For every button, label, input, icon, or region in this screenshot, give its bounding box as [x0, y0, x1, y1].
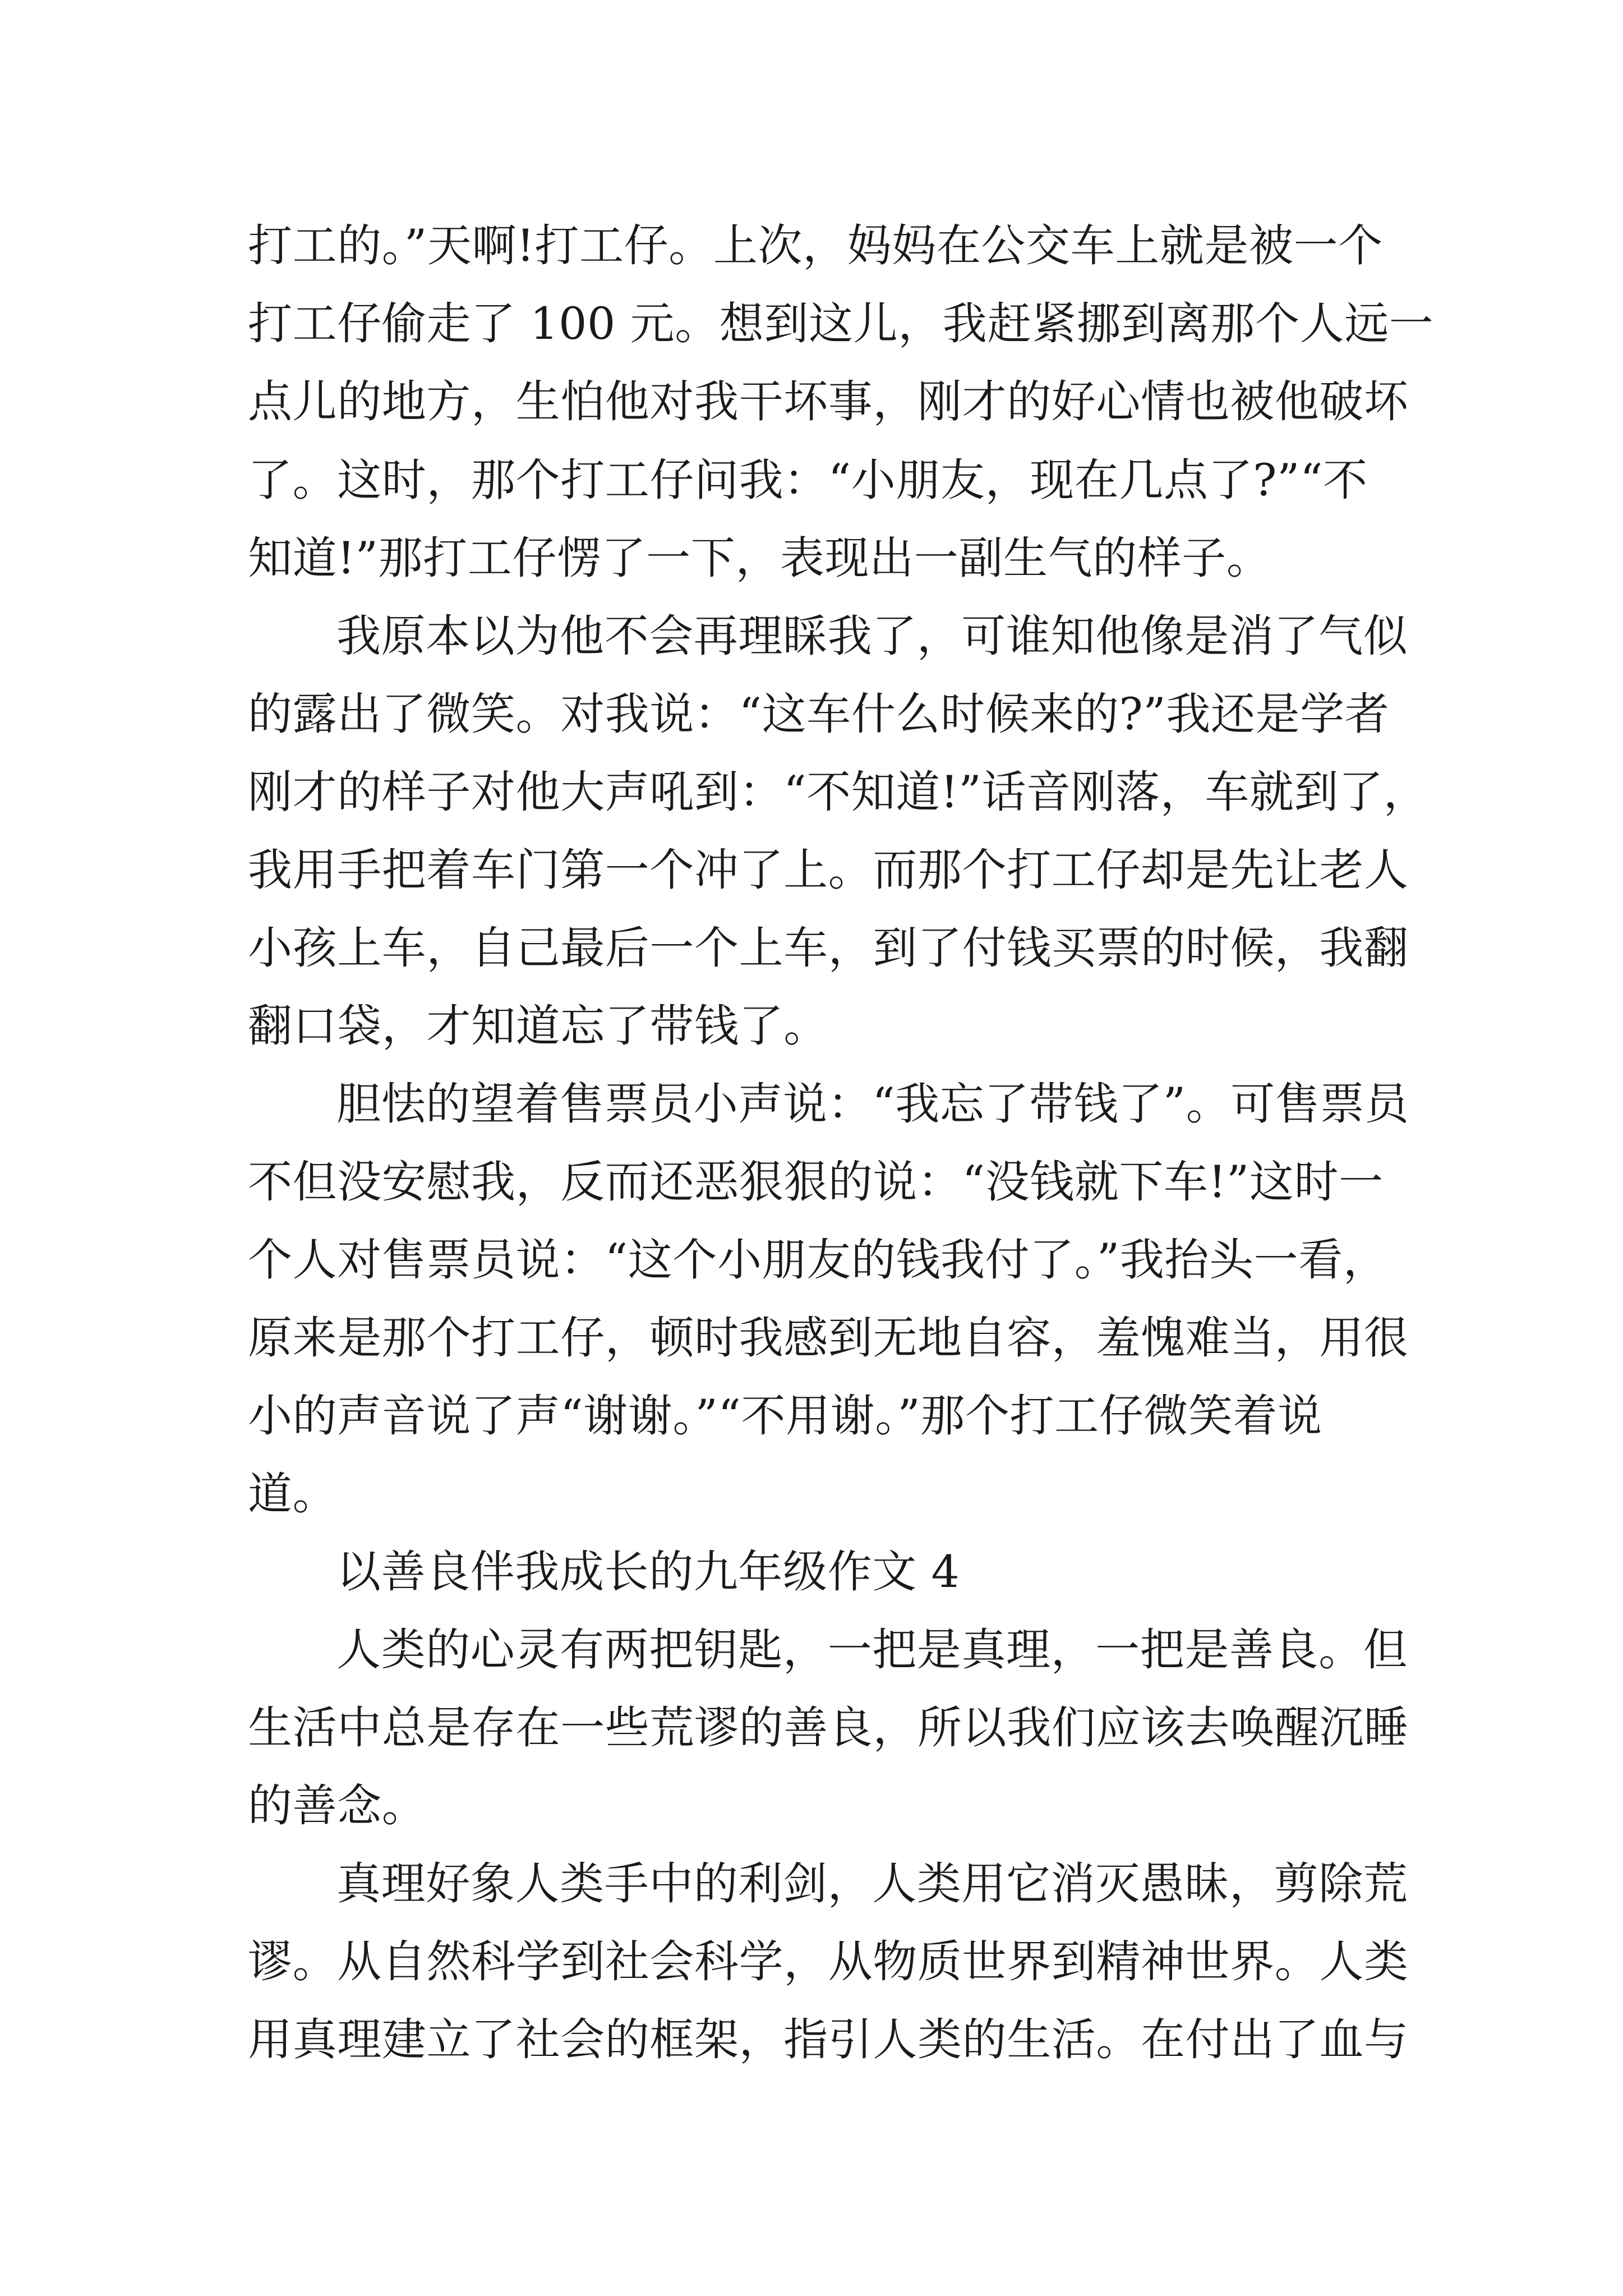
text-line: 谬。从自然科学到社会科学，从物质世界到精神世界。人类: [248, 1936, 1409, 1987]
text-line: 用真理建立了社会的框架，指引人类的生活。在付出了血与: [248, 2014, 1409, 2065]
text-line: 小的声音说了声“谢谢。”“不用谢。”那个打工仔微笑着说: [248, 1390, 1322, 1442]
section-heading: 以善良伴我成长的九年级作文 4: [336, 1546, 960, 1598]
text-line: 我用手把着车门第一个冲了上。而那个打工仔却是先让老人: [248, 844, 1409, 896]
paragraph-first-line: 我原本以为他不会再理睬我了，可谁知他像是消了气似: [336, 610, 1408, 662]
text-line: 小孩上车，自己最后一个上车，到了付钱买票的时候，我翻: [248, 922, 1409, 974]
text-line: 道。: [248, 1468, 338, 1520]
text-line: 翻口袋，才知道忘了带钱了。: [248, 1000, 828, 1052]
text-line: 刚才的样子对他大声吼到：“不知道!”话音刚落，车就到了，: [248, 766, 1428, 818]
text-line: 不但没安慰我，反而还恶狠狠的说：“没钱就下车!”这时一: [248, 1156, 1384, 1208]
text-line: 的露出了微笑。对我说：“这车什么时候来的?”我还是学者: [248, 688, 1390, 740]
text-line: 打工仔偷走了 100 元。想到这儿，我赶紧挪到离那个人远一: [248, 298, 1434, 349]
text-line: 打工的。”天啊!打工仔。上次，妈妈在公交车上就是被一个: [248, 220, 1383, 272]
paragraph-first-line: 真理好象人类手中的利剑，人类用它消灭愚昧，剪除荒: [336, 1858, 1408, 1910]
text-line: 知道!”那打工仔愣了一下，表现出一副生气的样子。: [248, 532, 1271, 584]
text-line: 个人对售票员说：“这个小朋友的钱我付了。”我抬头一看，: [248, 1234, 1388, 1286]
paragraph-first-line: 人类的心灵有两把钥匙，一把是真理，一把是善良。但: [336, 1624, 1408, 1676]
text-line: 的善念。: [248, 1780, 427, 1832]
text-line: 了。这时，那个打工仔问我：“小朋友，现在几点了?”“不: [248, 454, 1368, 506]
text-line: 点儿的地方，生怕他对我干坏事，刚才的好心情也被他破坏: [248, 376, 1409, 427]
text-line: 生活中总是存在一些荒谬的善良，所以我们应该去唤醒沉睡: [248, 1702, 1409, 1754]
paragraph-first-line: 胆怯的望着售票员小声说：“我忘了带钱了”。可售票员: [336, 1078, 1409, 1130]
text-line: 原来是那个打工仔，顿时我感到无地自容，羞愧难当，用很: [248, 1312, 1409, 1364]
